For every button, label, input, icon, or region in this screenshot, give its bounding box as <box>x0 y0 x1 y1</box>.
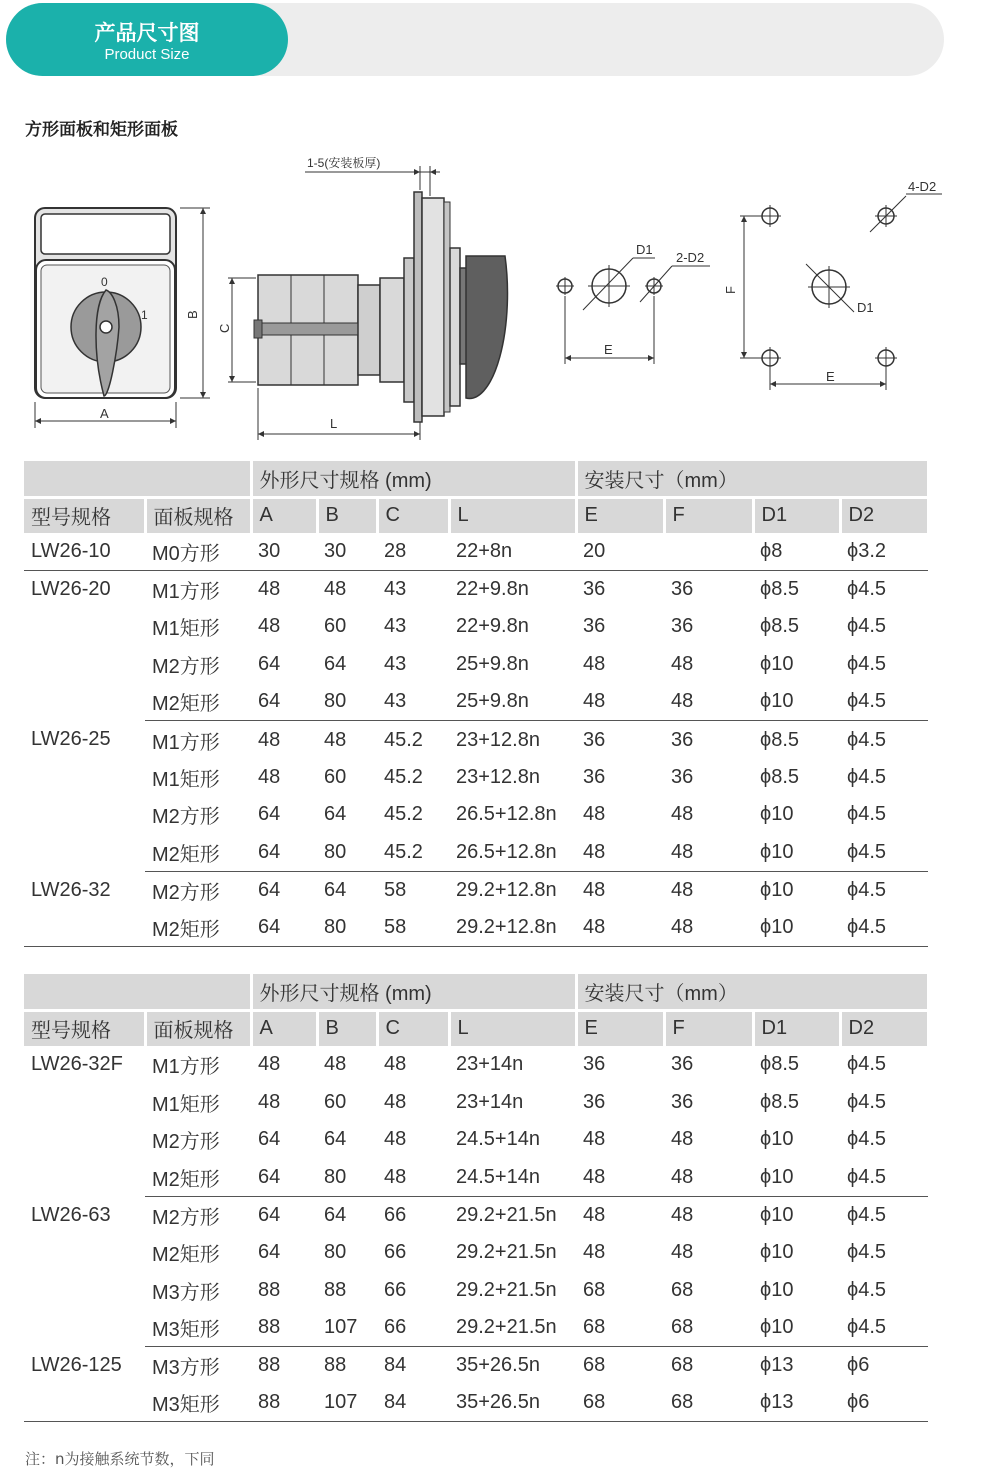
model-cell <box>24 909 145 947</box>
column-header: 面板规格 <box>145 497 251 533</box>
column-header: D2 <box>840 1010 928 1046</box>
value-cell: ϕ6 <box>847 1354 870 1377</box>
model-cell: LW26-20 <box>31 578 111 601</box>
table-row <box>24 834 928 872</box>
dim-label-e-a: E <box>604 342 613 357</box>
table-row <box>24 1309 928 1347</box>
table-column-header <box>24 1010 928 1046</box>
model-cell <box>24 1309 145 1347</box>
table-row <box>24 683 928 721</box>
value-cell: 64 <box>251 834 317 872</box>
value-cell: ϕ10 <box>753 1159 840 1197</box>
value-cell: 64 <box>258 1203 281 1226</box>
value-cell: 64 <box>258 878 281 901</box>
panel-cell: M0方形 <box>145 533 251 571</box>
value-cell: ϕ13 <box>760 1354 794 1377</box>
value-cell: ϕ10 <box>760 1128 794 1151</box>
value-cell: 29.2+12.8n <box>449 909 576 947</box>
column-header: A <box>251 497 317 533</box>
column-header: L <box>449 1010 576 1046</box>
model-cell <box>24 796 145 834</box>
value-cell: 64 <box>324 1203 347 1226</box>
model-cell <box>24 1234 145 1272</box>
table-row <box>24 1159 928 1197</box>
panel-cell: M2方形 <box>152 881 220 904</box>
dim-label-b: B <box>185 310 200 319</box>
model-cell: LW26-32 <box>31 878 111 901</box>
table-row <box>24 1196 928 1234</box>
table-row <box>24 1347 928 1385</box>
value-cell: 48 <box>583 1128 606 1151</box>
panel-cell: M3方形 <box>152 1281 220 1304</box>
panel-cell: M2方形 <box>152 806 220 829</box>
table-row <box>24 871 928 909</box>
value-cell: 36 <box>583 1090 606 1113</box>
value-cell: 36 <box>671 615 694 638</box>
value-cell: 36 <box>671 1053 694 1076</box>
value-cell: 68 <box>671 1278 694 1301</box>
value-cell: 107 <box>317 1309 377 1347</box>
value-cell: 88 <box>251 1309 317 1347</box>
value-cell: 48 <box>384 1128 407 1151</box>
value-cell: 66 <box>377 1309 449 1347</box>
column-header: F <box>664 1010 753 1046</box>
panel-cell: M3矩形 <box>145 1309 251 1347</box>
value-cell: 64 <box>258 803 281 826</box>
spec-table-2 <box>24 974 930 1422</box>
column-header: C <box>377 1010 449 1046</box>
value-cell: ϕ10 <box>753 1309 840 1347</box>
table-row <box>24 759 928 797</box>
table-body <box>24 533 928 947</box>
value-cell: 48 <box>671 878 694 901</box>
dim-label-2d2: 2-D2 <box>676 250 705 265</box>
table-row <box>24 571 928 609</box>
column-header: F <box>664 497 753 533</box>
value-cell: 64 <box>251 1159 317 1197</box>
value-cell: 48 <box>671 1128 694 1151</box>
panel-cell: M2方形 <box>152 1206 220 1229</box>
column-header: B <box>317 1010 377 1046</box>
value-cell: 36 <box>671 1090 694 1113</box>
dim-label-4d2: 4-D2 <box>908 179 937 194</box>
value-cell: 23+14n <box>456 1090 524 1113</box>
model-cell <box>24 1384 145 1422</box>
dimension-drawing <box>0 150 990 450</box>
value-cell: ϕ10 <box>753 683 840 721</box>
value-cell: 45.2 <box>384 803 423 826</box>
value-cell: 80 <box>317 909 377 947</box>
value-cell: 36 <box>671 765 694 788</box>
value-cell: ϕ4.5 <box>840 1309 928 1347</box>
section-title: 方形面板和矩形面板 <box>25 120 178 140</box>
value-cell: 48 <box>377 1159 449 1197</box>
value-cell: ϕ10 <box>760 653 794 676</box>
value-cell: ϕ10 <box>760 1203 794 1226</box>
column-header: E <box>576 1010 664 1046</box>
model-cell <box>24 646 145 684</box>
mounting-pattern-4-hole <box>723 179 942 390</box>
dim-label-e-b: E <box>826 369 835 384</box>
model-cell <box>24 1121 145 1159</box>
value-cell: 43 <box>377 683 449 721</box>
value-cell: 68 <box>664 1309 753 1347</box>
value-cell: ϕ4.5 <box>840 909 928 947</box>
value-cell: 26.5+12.8n <box>449 834 576 872</box>
value-cell: 29.2+21.5n <box>456 1203 557 1226</box>
column-header: D1 <box>753 497 840 533</box>
panel-cell: M1矩形 <box>152 768 220 791</box>
value-cell: 68 <box>576 1309 664 1347</box>
dim-label-thickness: 1-5(安装板厚) <box>307 156 381 170</box>
value-cell: 80 <box>317 683 377 721</box>
column-header: D2 <box>840 497 928 533</box>
value-cell: 48 <box>384 1053 407 1076</box>
value-cell: 48 <box>576 909 664 947</box>
model-cell: LW26-10 <box>24 533 145 571</box>
model-cell <box>24 608 145 646</box>
table-row <box>24 796 928 834</box>
value-cell: 48 <box>576 683 664 721</box>
dim-label-d1-a: D1 <box>636 242 653 257</box>
value-cell: 23+14n <box>456 1053 524 1076</box>
column-header: 型号规格 <box>24 1010 145 1046</box>
header-blank <box>24 461 251 497</box>
value-cell: 48 <box>324 578 347 601</box>
mounting-pattern-2-hole <box>556 242 710 364</box>
value-cell: 84 <box>377 1384 449 1422</box>
value-cell: ϕ10 <box>753 834 840 872</box>
panel-cell: M2矩形 <box>145 1159 251 1197</box>
value-cell: 22+8n <box>449 533 576 571</box>
value-cell: 26.5+12.8n <box>456 803 557 826</box>
group-header-mount: 安装尺寸（mm） <box>576 461 928 497</box>
header-title-en: Product Size <box>104 46 190 63</box>
value-cell: 30 <box>317 533 377 571</box>
model-cell <box>24 683 145 721</box>
value-cell: ϕ4.5 <box>847 1053 887 1076</box>
value-cell: 36 <box>671 728 694 751</box>
value-cell: 24.5+14n <box>456 1128 540 1151</box>
table-group-header <box>24 974 928 1010</box>
value-cell: 24.5+14n <box>449 1159 576 1197</box>
value-cell: 107 <box>317 1384 377 1422</box>
value-cell: 48 <box>671 1203 694 1226</box>
value-cell: 48 <box>258 578 281 601</box>
column-header: 面板规格 <box>145 1010 251 1046</box>
value-cell <box>664 533 753 571</box>
panel-cell: M1矩形 <box>152 618 220 641</box>
value-cell: ϕ8.5 <box>760 615 800 638</box>
value-cell: ϕ3.2 <box>840 533 928 571</box>
value-cell: ϕ8.5 <box>760 578 800 601</box>
value-cell: 68 <box>576 1384 664 1422</box>
value-cell: 36 <box>583 578 606 601</box>
panel-cell: M2方形 <box>152 1131 220 1154</box>
table-row <box>24 608 928 646</box>
value-cell: 88 <box>258 1354 281 1377</box>
value-cell: 48 <box>576 834 664 872</box>
table-row <box>24 1121 928 1159</box>
model-cell <box>24 759 145 797</box>
side-view <box>217 155 507 440</box>
value-cell: ϕ4.5 <box>847 728 887 751</box>
value-cell: 64 <box>258 1128 281 1151</box>
value-cell: 64 <box>258 1241 281 1264</box>
value-cell: 48 <box>258 1053 281 1076</box>
value-cell: 80 <box>317 834 377 872</box>
value-cell: 23+12.8n <box>456 728 540 751</box>
value-cell: 35+26.5n <box>456 1354 540 1377</box>
value-cell: ϕ4.5 <box>840 683 928 721</box>
dim-label-d1-b: D1 <box>857 300 874 315</box>
value-cell: 48 <box>583 878 606 901</box>
panel-cell: M3方形 <box>152 1357 220 1380</box>
value-cell: 66 <box>384 1278 407 1301</box>
header-title-zh: 产品尺寸图 <box>94 21 200 45</box>
value-cell: 29.2+12.8n <box>456 878 557 901</box>
value-cell: 22+9.8n <box>456 578 529 601</box>
table-row <box>24 1084 928 1122</box>
value-cell: 64 <box>324 1128 347 1151</box>
value-cell: 64 <box>324 803 347 826</box>
model-cell <box>24 834 145 872</box>
value-cell: ϕ4.5 <box>847 1278 887 1301</box>
model-cell: LW26-63 <box>31 1203 111 1226</box>
value-cell: 36 <box>583 728 606 751</box>
value-cell: 48 <box>671 653 694 676</box>
value-cell: 48 <box>664 683 753 721</box>
value-cell: 58 <box>377 909 449 947</box>
value-cell: 48 <box>258 728 281 751</box>
table-body <box>24 1046 928 1422</box>
group-header-outline: 外形尺寸规格 (mm) <box>251 461 576 497</box>
value-cell: ϕ10 <box>753 909 840 947</box>
panel-cell: M1方形 <box>152 731 220 754</box>
model-cell <box>24 1272 145 1310</box>
value-cell: 45.2 <box>384 728 423 751</box>
value-cell: 88 <box>251 1384 317 1422</box>
value-cell: ϕ4.5 <box>847 878 887 901</box>
value-cell: 29.2+21.5n <box>456 1278 557 1301</box>
value-cell: 68 <box>583 1354 606 1377</box>
value-cell: 48 <box>583 1203 606 1226</box>
value-cell: 60 <box>324 1090 347 1113</box>
value-cell: 43 <box>384 578 407 601</box>
value-cell: 80 <box>324 1241 347 1264</box>
model-cell <box>24 1159 145 1197</box>
value-cell: ϕ4.5 <box>847 803 887 826</box>
value-cell: ϕ4.5 <box>847 578 887 601</box>
panel-cell: M2矩形 <box>152 1244 220 1267</box>
value-cell: 64 <box>251 683 317 721</box>
panel-cell: M2矩形 <box>145 834 251 872</box>
model-cell <box>24 1084 145 1122</box>
value-cell: 66 <box>384 1203 407 1226</box>
value-cell: ϕ4.5 <box>847 653 887 676</box>
value-cell: 48 <box>671 803 694 826</box>
header-blank <box>24 974 251 1010</box>
value-cell: 60 <box>324 765 347 788</box>
value-cell: ϕ8 <box>753 533 840 571</box>
column-header: L <box>449 497 576 533</box>
value-cell: 36 <box>583 765 606 788</box>
table-row <box>24 1046 928 1084</box>
value-cell: 48 <box>671 1241 694 1264</box>
value-cell: 35+26.5n <box>449 1384 576 1422</box>
value-cell: 25+9.8n <box>456 653 529 676</box>
value-cell: ϕ4.5 <box>847 765 887 788</box>
table-column-header <box>24 497 928 533</box>
value-cell: ϕ8.5 <box>760 728 800 751</box>
value-cell: ϕ10 <box>760 1278 794 1301</box>
value-cell: 36 <box>583 615 606 638</box>
value-cell: 64 <box>324 653 347 676</box>
dial-label-off: 0 <box>101 275 108 289</box>
value-cell: 48 <box>583 1241 606 1264</box>
value-cell: ϕ13 <box>753 1384 840 1422</box>
value-cell: 36 <box>583 1053 606 1076</box>
table-group-header <box>24 461 928 497</box>
dim-label-l: L <box>330 416 338 431</box>
value-cell: ϕ10 <box>760 1241 794 1264</box>
model-cell: LW26-32F <box>31 1053 123 1076</box>
table-row <box>24 1384 928 1422</box>
value-cell: 43 <box>384 615 407 638</box>
value-cell: ϕ4.5 <box>847 1128 887 1151</box>
value-cell: 48 <box>664 1159 753 1197</box>
value-cell: ϕ6 <box>840 1384 928 1422</box>
value-cell: 88 <box>324 1354 347 1377</box>
front-panel-view <box>35 208 210 428</box>
value-cell: ϕ4.5 <box>847 615 887 638</box>
value-cell: 64 <box>258 653 281 676</box>
panel-cell: M2矩形 <box>145 909 251 947</box>
group-header-outline: 外形尺寸规格 (mm) <box>251 974 576 1010</box>
value-cell: ϕ8.5 <box>760 1090 800 1113</box>
value-cell: 68 <box>671 1354 694 1377</box>
footnote: 注：n为接触系统节数，下同 <box>25 1450 215 1468</box>
table-row <box>24 533 928 571</box>
value-cell: 29.2+21.5n <box>449 1309 576 1347</box>
value-cell: 48 <box>664 909 753 947</box>
value-cell: ϕ4.5 <box>840 834 928 872</box>
table-row <box>24 1234 928 1272</box>
value-cell: 48 <box>258 1090 281 1113</box>
panel-cell: M3矩形 <box>145 1384 251 1422</box>
value-cell: 88 <box>324 1278 347 1301</box>
value-cell: 48 <box>258 615 281 638</box>
value-cell: 48 <box>324 1053 347 1076</box>
model-cell: LW26-25 <box>31 728 111 751</box>
value-cell: 48 <box>258 765 281 788</box>
column-header: A <box>251 1010 317 1046</box>
panel-cell: M1方形 <box>152 581 220 604</box>
value-cell: 58 <box>384 878 407 901</box>
value-cell: 28 <box>377 533 449 571</box>
header-title-pill <box>6 3 288 76</box>
value-cell: 29.2+21.5n <box>456 1241 557 1264</box>
value-cell: 48 <box>324 728 347 751</box>
value-cell: 64 <box>324 878 347 901</box>
panel-cell: M2矩形 <box>145 683 251 721</box>
column-header: E <box>576 497 664 533</box>
value-cell: 64 <box>251 909 317 947</box>
column-header: 型号规格 <box>24 497 145 533</box>
value-cell: ϕ8.5 <box>760 765 800 788</box>
value-cell: 48 <box>664 834 753 872</box>
value-cell: 48 <box>576 1159 664 1197</box>
column-header: C <box>377 497 449 533</box>
value-cell: 66 <box>384 1241 407 1264</box>
value-cell: 88 <box>258 1278 281 1301</box>
value-cell: ϕ10 <box>760 803 794 826</box>
dim-label-c: C <box>217 323 232 333</box>
model-cell: LW26-125 <box>31 1354 122 1377</box>
dim-label-f: F <box>723 286 738 294</box>
value-cell: 60 <box>324 615 347 638</box>
value-cell: 36 <box>671 578 694 601</box>
panel-cell: M1方形 <box>152 1056 220 1079</box>
value-cell: 48 <box>384 1090 407 1113</box>
value-cell: 48 <box>583 653 606 676</box>
value-cell: ϕ4.5 <box>847 1203 887 1226</box>
table-row <box>24 1272 928 1310</box>
value-cell: 23+12.8n <box>456 765 540 788</box>
spec-table-1 <box>24 461 930 947</box>
value-cell: 45.2 <box>384 765 423 788</box>
value-cell: ϕ4.5 <box>847 1090 887 1113</box>
value-cell: 25+9.8n <box>449 683 576 721</box>
dim-label-a: A <box>100 406 109 421</box>
value-cell: 84 <box>384 1354 407 1377</box>
table-row <box>24 646 928 684</box>
value-cell: 68 <box>664 1384 753 1422</box>
value-cell: ϕ4.5 <box>840 1159 928 1197</box>
dial-label-on: 1 <box>141 308 148 322</box>
value-cell: 48 <box>583 803 606 826</box>
group-header-mount: 安装尺寸（mm） <box>576 974 928 1010</box>
value-cell: ϕ10 <box>760 878 794 901</box>
panel-cell: M1矩形 <box>152 1093 220 1116</box>
table-row <box>24 909 928 947</box>
value-cell: 22+9.8n <box>456 615 529 638</box>
value-cell: 80 <box>317 1159 377 1197</box>
table-row <box>24 721 928 759</box>
column-header: B <box>317 497 377 533</box>
column-header: D1 <box>753 1010 840 1046</box>
value-cell: 30 <box>251 533 317 571</box>
panel-cell: M2方形 <box>152 656 220 679</box>
value-cell: 20 <box>576 533 664 571</box>
value-cell: ϕ8.5 <box>760 1053 800 1076</box>
value-cell: 68 <box>583 1278 606 1301</box>
value-cell: 43 <box>384 653 407 676</box>
value-cell: 45.2 <box>377 834 449 872</box>
value-cell: ϕ4.5 <box>847 1241 887 1264</box>
